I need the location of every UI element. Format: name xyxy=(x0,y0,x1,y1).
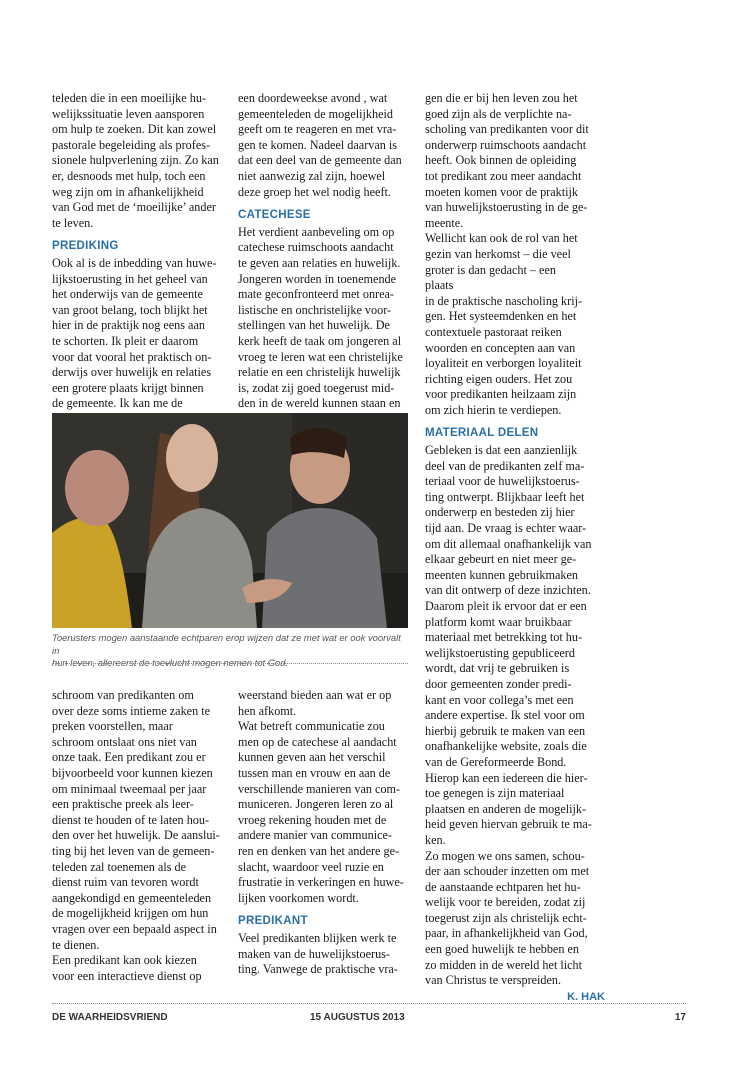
column-2 xyxy=(238,91,410,412)
paragraph: Gebleken is dat een aanzienlijk deel van de predikanten zelf ma- teriaal voor de huwelijkstoerus- ting ontwerpt. Blijkbaar leeft het onderwerp en besteden zij hier tijd aan. De vraag is echter waar- om dit allemaal onafhankelijk van elkaar gebeurt en niet meer ge- meenten kunnen gebruikmaken van dit ontwerp of deze inzichten. Daarom pleit ik ervoor dat er een platform komt waar bruikbaar materiaal met betrekking tot hu- welijkstoerusting gepubliceerd wordt, dat vrij te gebruiken is door gemeenten zonder predi- kant en voor collega’s met een andere expertise. Ik stel voor om hierbij gebruik te maken van een onafhankelijke website, zoals die van de Gereformeerde Bond. Hierop kan een iedereen die hier- toe genegen is zijn materiaal plaatsen en anderen de mogelijk- heid geven hiervan gebruik te ma- ken. xyxy=(425,443,592,847)
paragraph: Ook al is de inbedding van huwe- lijkstoerusting in het geheel van het onderwijs van de gemeente van groot belang, toch blijkt het hier in de praktijk nog eens aan te schorten. Ik pleit er daarom voor dat vooral het praktisch on- derwijs over huwelijk en relaties een grotere plaats krijgt binnen de gemeente. Ik kan me de xyxy=(52,255,217,411)
paragraph: teleden die in een moeilijke hu- welijkssituatie leven aansporen om hulp te zoeken. Dit kan zowel pastorale begeleiding als profes- sionele hulpverlening zijn. Zo kan er, desnoods met hulp, toch een weg zijn om in afhankelijkheid van God met de ‘moeilijke’ ander te leven. xyxy=(52,91,219,230)
caption-divider xyxy=(52,663,408,664)
paragraph: Wat betreft communicatie zou men op de catechese al aandacht kunnen geven aan het verschil tussen man en vrouw en aan de verschillende manieren van com- municeren. Jongeren leren zo al vroeg rekening houden met de andere manier van communice- ren en denken van het andere ge- slacht, waardoor veel ruzie en frustratie in verkeringen en huwe- lijken voorkomen wordt. xyxy=(238,719,404,905)
author-signature: K. HAK xyxy=(567,990,605,1003)
paragraph: schroom van predikanten om over deze soms intieme zaken te preken voorstellen, maar schroom ontslaat ons niet van onze taak. Een predikant zou er bijvoorbeeld voor kunnen kiezen om minimaal tweemaal per jaar een praktische preek als leer- dienst te houden of te laten hou- den over het huwelijk. De aanslui- ting bij het leven van de gemeen- teleden zal toenemen als de dienst ruim van tevoren wordt aangekondigd en gemeenteleden de mogelijkheid krijgen om hun vragen over een bepaald aspect in te dienen. xyxy=(52,688,220,952)
page-number: 17 xyxy=(674,1012,686,1023)
column-4 xyxy=(52,688,224,984)
section-heading-prediking: PREDIKING xyxy=(52,240,119,253)
column-1 xyxy=(52,91,224,412)
footer-date: 15 AUGUSTUS 2013 xyxy=(310,1012,405,1023)
page-footer xyxy=(52,1012,686,1028)
column-3 xyxy=(425,91,605,1005)
paragraph: gen die er bij hen leven zou het goed zijn als de verplichte na- scholing van predikanten voor dit onderwerp ruimschoots aandacht heeft. Ook binnen de opleiding tot predikant zou meer aandacht moeten komen voor de praktijk van huwelijkstoerusting in de ge- meente. xyxy=(425,91,589,230)
paragraph: Veel predikanten blijken werk te maken van de huwelijkstoerus- ting. Vanwege de praktische vra- xyxy=(238,930,398,977)
photo-illustration xyxy=(52,413,408,628)
caption-text: Toerusters mogen aanstaande echtparen erop wijzen dat ze met wat er ook voorvalt in hun leven, allereerst de toevlucht mogen nemen tot God. xyxy=(52,632,401,668)
paragraph: Zo mogen we ons samen, schou- der aan schouder inzetten om met de aanstaande echtparen het hu- welijk voor te bereiden, zodat zij toegerust zijn als christelijk echt- paar, in afhankelijkheid van God, een goed huwelijk te hebben en zo midden in de wereld het licht van Christus te verspreiden. xyxy=(425,848,590,988)
paragraph: Het verdient aanbeveling om op catechese ruimschoots aandacht te geven aan relaties en huwelijk. Jongeren worden in toenemende mate geconfronteerd met onrea- listische en onchristelijke voor- stellingen van het huwelijk. De kerk heeft de taak om jongeren al vroeg te leren wat een christelijke relatie en een christelijk huwelijk is, zodat zij goed toegerust mid- den in de wereld kunnen staan en xyxy=(238,224,403,411)
footer-divider xyxy=(52,1003,686,1004)
column-5 xyxy=(238,688,410,978)
section-heading-materiaal-delen: MATERIAAL DELEN xyxy=(425,427,539,440)
paragraph: weerstand bieden aan wat er op hen afkomt. xyxy=(238,688,392,718)
section-heading-catechese: CATECHESE xyxy=(238,209,311,222)
section-heading-predikant: PREDIKANT xyxy=(238,915,308,928)
paragraph: een doordeweekse avond , wat gemeenteleden de mogelijkheid geeft om te reageren en met vra- gen te komen. Nadeel daarvan is dat een deel van de gemeente dan niet aanwezig zal zijn, hoewel deze groep het wel nodig heeft. xyxy=(238,91,402,199)
paragraph: Een predikant kan ook kiezen voor een interactieve dienst op xyxy=(52,953,202,983)
paragraph: Wellicht kan ook de rol van het gezin van herkomst – die veel groter is dan gedacht – een plaats in de praktische nascholing krij- gen. Het systeemdenken en het contextuele pastoraat reiken woorden en concepten aan van loyaliteit en verborgen loyaliteit richting eigen ouders. Het zou voor predikanten heilzaam zijn om zich hierin te verdiepen. xyxy=(425,231,583,417)
footer-publication: DE WAARHEIDSVRIEND xyxy=(52,1012,168,1023)
article-photo xyxy=(52,413,408,628)
